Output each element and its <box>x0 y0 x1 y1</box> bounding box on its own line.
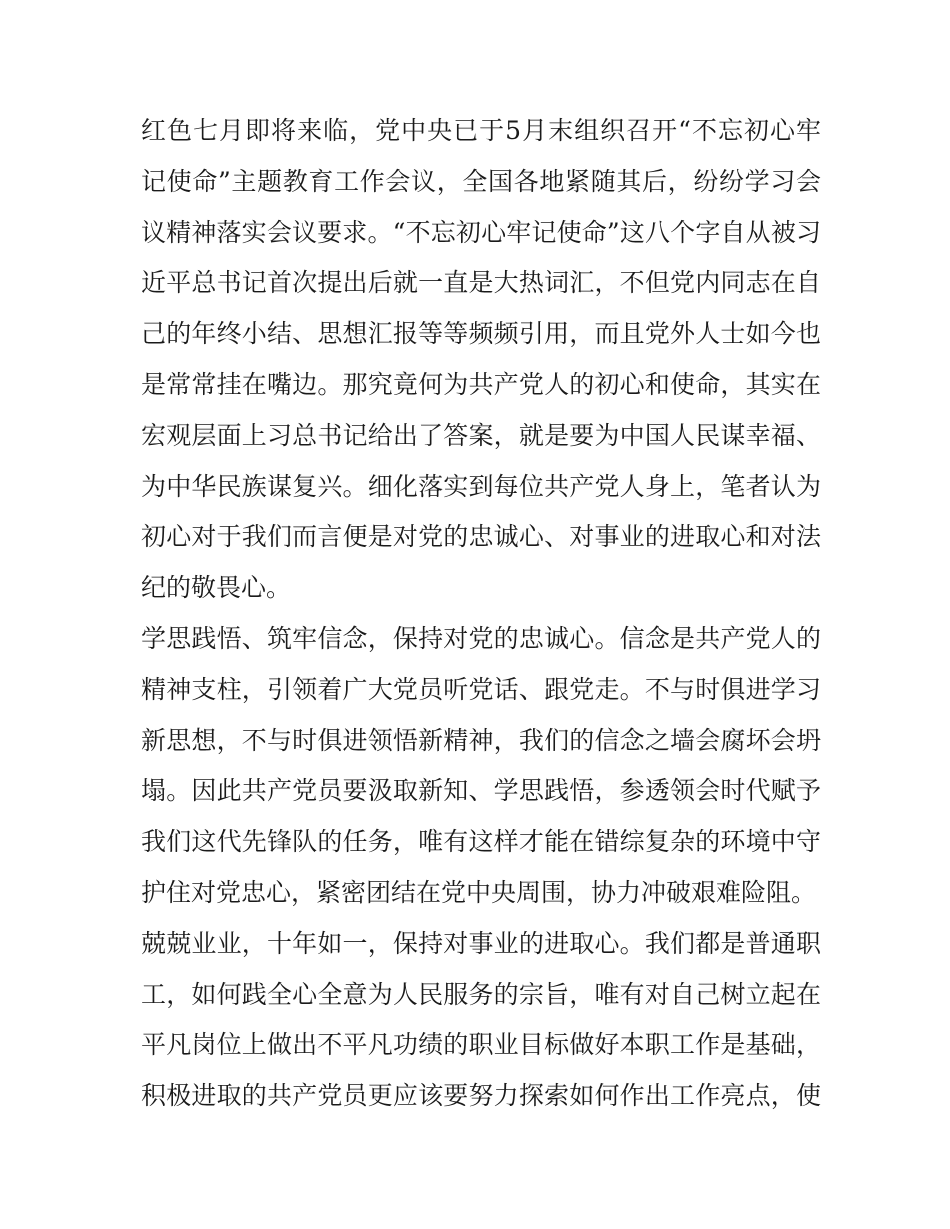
text-line: 塌。因此共产党员要汲取新知、学思践悟，参透领会时代赋予 <box>141 776 821 806</box>
text-line: 纪的敬畏心。 <box>141 573 292 603</box>
paragraph-intro <box>141 106 821 614</box>
text-line: 平凡岗位上做出不平凡功绩的职业目标做好本职工作是基础， <box>141 1030 821 1060</box>
paragraph-loyalty <box>141 614 821 919</box>
text-line: 积极进取的共产党员更应该要努力探索如何作出工作亮点，使 <box>141 1081 821 1111</box>
text-line: 兢兢业业，十年如一，保持对事业的进取心。我们都是普通职 <box>141 928 821 958</box>
text-line: 记使命”主题教育工作会议，全国各地紧随其后，纷纷学习会 <box>141 166 821 196</box>
text-line: 己的年终小结、思想汇报等等频频引用，而且党外人士如今也 <box>141 319 821 349</box>
text-line: 议精神落实会议要求。“不忘初心牢记使命”这八个字自从被习 <box>141 217 821 247</box>
text-line: 新思想，不与时俱进领悟新精神，我们的信念之墙会腐坏会坍 <box>141 725 821 755</box>
text-line: 宏观层面上习总书记给出了答案，就是要为中国人民谋幸福、 <box>141 420 821 450</box>
text-line: 护住对党忠心，紧密团结在党中央周围，协力冲破艰难险阻。 <box>141 877 817 907</box>
text-line: 学思践悟、筑牢信念，保持对党的忠诚心。信念是共产党人的 <box>141 623 821 653</box>
text-line: 为中华民族谋复兴。细化落实到每位共产党人身上，笔者认为 <box>141 471 821 501</box>
text-line: 工，如何践全心全意为人民服务的宗旨，唯有对自己树立起在 <box>141 979 821 1009</box>
text-line: 近平总书记首次提出后就一直是大热词汇，不但党内同志在自 <box>141 268 821 298</box>
text-line: 是常常挂在嘴边。那究竟何为共产党人的初心和使命，其实在 <box>141 369 821 399</box>
text-line: 初心对于我们而言便是对党的忠诚心、对事业的进取心和对法 <box>141 522 821 552</box>
text-line: 精神支柱，引领着广大党员听党话、跟党走。不与时俱进学习 <box>141 674 821 704</box>
text-line: 红色七月即将来临，党中央已于5月末组织召开“不忘初心牢 <box>141 116 821 145</box>
text-line: 我们这代先锋队的任务，唯有这样才能在错综复杂的环境中守 <box>141 827 821 857</box>
paragraph-career <box>141 919 821 1122</box>
body-text <box>141 106 821 1122</box>
